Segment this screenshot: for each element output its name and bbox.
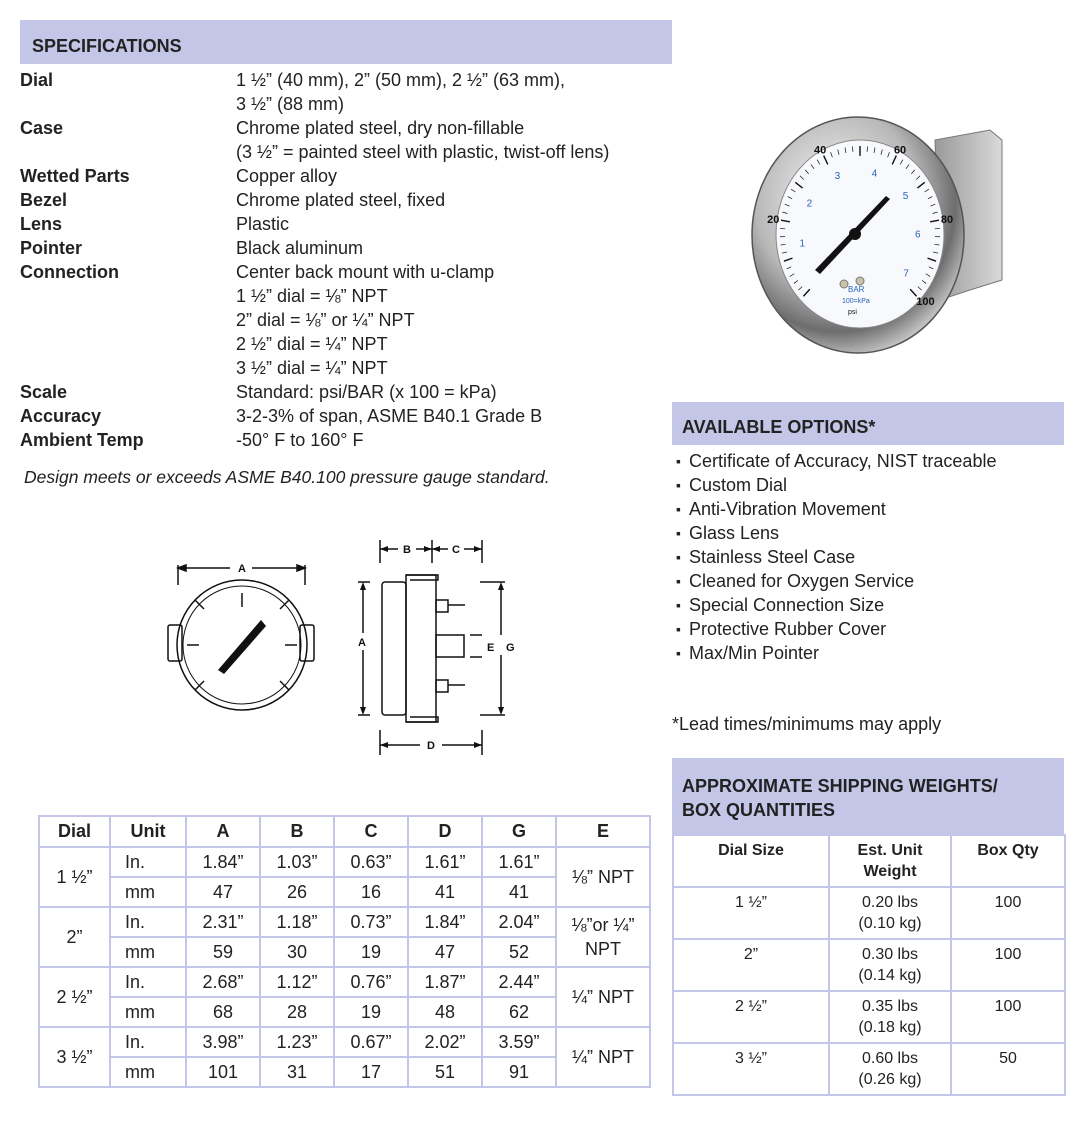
option-item: [676, 545, 996, 569]
spec-value: Standard: psi/BAR (x 100 = kPa): [236, 382, 497, 402]
dimension-cell: 28: [260, 997, 334, 1027]
gauge-bar-label: 2: [806, 198, 813, 210]
spec-value: Chrome plated steel, dry non-fillable: [236, 118, 525, 138]
weight-cell: [829, 939, 951, 991]
weight-lbs: 0.30 lbs: [861, 946, 919, 963]
gauge-bar-label: 3: [834, 171, 841, 183]
dimension-cell: 3.59”: [482, 1027, 556, 1057]
spec-label: Bezel: [20, 190, 68, 210]
dimensions-column-header: Unit: [110, 816, 186, 847]
option-label: Stainless Steel Case: [689, 547, 856, 567]
options-header: [672, 402, 1064, 445]
options-list: [676, 449, 996, 665]
gauge-bar-label: 6: [914, 229, 921, 241]
weight-kg: (0.10 kg): [858, 915, 922, 932]
dimension-diagram: [160, 535, 520, 765]
option-label: Custom Dial: [689, 475, 788, 495]
gauge-bar-label: 7: [903, 268, 909, 280]
diagram-front-pointer: [218, 620, 266, 674]
dial-size-cell: 2 ½”: [39, 967, 110, 1027]
gauge-psi-label: 20: [767, 214, 780, 227]
gauge-bar-label: 1: [799, 238, 806, 250]
connection-cell: ⅛” NPT: [556, 847, 650, 907]
dial-size-cell: 1 ½”: [673, 887, 829, 939]
gauge-photo: [740, 100, 1040, 370]
table-row: [673, 991, 1065, 1043]
dimensions-column-header: C: [334, 816, 408, 847]
dimension-cell: 47: [186, 877, 260, 907]
dimension-cell: 2.31”: [186, 907, 260, 937]
gauge-screw-left: [840, 280, 848, 288]
bullet-icon: ▪: [676, 573, 681, 589]
bullet-icon: ▪: [676, 525, 681, 541]
dimension-cell: 26: [260, 877, 334, 907]
weight-lbs: 0.35 lbs: [861, 998, 919, 1015]
spec-value: 3 ½” (88 mm): [236, 94, 345, 114]
dimension-cell: 19: [334, 997, 408, 1027]
dimension-cell: 2.02”: [408, 1027, 482, 1057]
connection-cell: ¼” NPT: [556, 1027, 650, 1087]
option-label: Special Connection Size: [689, 595, 885, 615]
table-row: [673, 939, 1065, 991]
gauge-bar-label: 5: [902, 190, 909, 202]
option-item: [676, 449, 996, 473]
option-item: [676, 617, 996, 641]
dimensions-table-header: [39, 816, 650, 847]
option-item: [676, 569, 996, 593]
shipping-title-line2: BOX QUANTITIES: [682, 800, 836, 820]
spec-label: Pointer: [20, 238, 83, 258]
bullet-icon: ▪: [676, 621, 681, 637]
diagram-label-c: C: [452, 544, 460, 556]
table-row: [39, 847, 650, 877]
dial-size-cell: 3 ½”: [39, 1027, 110, 1087]
dimensions-column-header: Dial: [39, 816, 110, 847]
dimension-cell: 91: [482, 1057, 556, 1087]
dimensions-column-header: B: [260, 816, 334, 847]
dimension-cell: 1.84”: [408, 907, 482, 937]
box-qty-cell: 50: [951, 1043, 1065, 1095]
dimension-cell: 1.03”: [260, 847, 334, 877]
bullet-icon: ▪: [676, 453, 681, 469]
option-item: [676, 473, 996, 497]
spec-label: Wetted Parts: [20, 166, 130, 186]
dimension-cell: 1.18”: [260, 907, 334, 937]
dimension-cell: 0.67”: [334, 1027, 408, 1057]
dimension-cell: 59: [186, 937, 260, 967]
option-label: Anti-Vibration Movement: [689, 499, 886, 519]
spec-label: Case: [20, 118, 64, 138]
bullet-icon: ▪: [676, 477, 681, 493]
spec-label: Accuracy: [20, 406, 102, 426]
dimension-cell: 2.68”: [186, 967, 260, 997]
dimensions-table: [38, 815, 651, 1088]
lead-times-note: *Lead times/minimums may apply: [672, 714, 942, 734]
dimensions-column-header: A: [186, 816, 260, 847]
diagram-label-b: B: [403, 544, 411, 556]
option-label: Glass Lens: [689, 523, 780, 543]
spec-value: 1 ½” (40 mm), 2” (50 mm), 2 ½” (63 mm),: [236, 70, 566, 90]
table-row: [39, 967, 650, 997]
diagram-label-g: G: [506, 642, 515, 654]
spec-value: 2 ½” dial = ¼” NPT: [236, 334, 388, 354]
bullet-icon: ▪: [676, 549, 681, 565]
dimension-cell: 0.63”: [334, 847, 408, 877]
gauge-psi-label: 60: [893, 144, 907, 157]
bullet-icon: ▪: [676, 597, 681, 613]
weight-cell: [829, 887, 951, 939]
shipping-column-header: Dial Size: [673, 835, 829, 887]
dial-size-cell: 2”: [673, 939, 829, 991]
gauge-screw-right: [856, 277, 864, 285]
table-row: [39, 907, 650, 937]
dimension-cell: 51: [408, 1057, 482, 1087]
spec-value: Black aluminum: [236, 238, 364, 258]
dimensions-column-header: D: [408, 816, 482, 847]
dimension-cell: 17: [334, 1057, 408, 1087]
diagram-label-d: D: [427, 740, 435, 752]
unit-cell: In.: [110, 847, 186, 877]
unit-cell: In.: [110, 967, 186, 997]
dimensions-column-header: G: [482, 816, 556, 847]
box-qty-cell: 100: [951, 887, 1065, 939]
connection-cell: ⅛”or ¼” NPT: [556, 907, 650, 967]
dimension-cell: 47: [408, 937, 482, 967]
gauge-face-kpa-text: 100=kPa: [842, 298, 870, 305]
dimension-cell: 62: [482, 997, 556, 1027]
dimensions-column-header: E: [556, 816, 650, 847]
spec-value: Center back mount with u-clamp: [236, 262, 495, 282]
gauge-face-bar-text: BAR: [848, 285, 865, 294]
dimension-cell: 1.61”: [482, 847, 556, 877]
shipping-table-header: [673, 835, 1065, 887]
dimension-cell: 31: [260, 1057, 334, 1087]
diagram-label-e: E: [487, 642, 495, 654]
diagram-front-view: [168, 565, 314, 710]
spec-value: 3 ½” dial = ¼” NPT: [236, 358, 388, 378]
specifications-title: SPECIFICATIONS: [32, 36, 182, 56]
option-item: [676, 593, 996, 617]
diagram-side-view: [358, 540, 505, 755]
weight-lbs: 0.60 lbs: [861, 1050, 919, 1067]
dimension-cell: 1.12”: [260, 967, 334, 997]
bullet-icon: ▪: [676, 645, 681, 661]
weight-kg: (0.26 kg): [858, 1071, 922, 1088]
shipping-title-line1: APPROXIMATE SHIPPING WEIGHTS/: [682, 776, 998, 796]
weight-kg: (0.14 kg): [858, 967, 922, 984]
option-label: Protective Rubber Cover: [689, 619, 887, 639]
design-standard-note: Design meets or exceeds ASME B40.100 pressure gauge standard.: [24, 467, 550, 487]
dimension-cell: 0.73”: [334, 907, 408, 937]
dimension-cell: 1.87”: [408, 967, 482, 997]
dimension-cell: 48: [408, 997, 482, 1027]
gauge-psi-label: 100: [916, 296, 935, 309]
unit-cell: mm: [110, 997, 186, 1027]
spec-label: Connection: [20, 262, 119, 282]
gauge-psi-label: 40: [814, 144, 827, 157]
gauge-bar-label: 4: [871, 168, 878, 180]
shipping-header: [672, 758, 1064, 834]
spec-label: Lens: [20, 214, 63, 234]
weight-lbs: 0.20 lbs: [861, 894, 919, 911]
table-row: [673, 887, 1065, 939]
dimension-cell: 68: [186, 997, 260, 1027]
unit-cell: mm: [110, 937, 186, 967]
option-item: [676, 641, 996, 665]
dimension-cell: 0.76”: [334, 967, 408, 997]
bullet-icon: ▪: [676, 501, 681, 517]
dimension-cell: 1.61”: [408, 847, 482, 877]
table-row: [673, 1043, 1065, 1095]
dimension-cell: 41: [408, 877, 482, 907]
option-item: [676, 521, 996, 545]
table-row: [39, 1027, 650, 1057]
dimension-cell: 41: [482, 877, 556, 907]
spec-value: 1 ½” dial = ⅛” NPT: [236, 286, 388, 306]
gauge-face-psi-text: psi: [848, 309, 857, 316]
spec-value: 3-2-3% of span, ASME B40.1 Grade B: [236, 406, 543, 426]
spec-value: (3 ½” = painted steel with plastic, twist-off lens): [236, 142, 610, 162]
dial-size-cell: 2 ½”: [673, 991, 829, 1043]
dimension-cell: 19: [334, 937, 408, 967]
spec-value: Copper alloy: [236, 166, 338, 186]
unit-cell: mm: [110, 1057, 186, 1087]
spec-value: 2” dial = ⅛” or ¼” NPT: [236, 310, 415, 330]
dimension-cell: 2.04”: [482, 907, 556, 937]
gauge-psi-label: 80: [940, 214, 954, 227]
dial-size-cell: 1 ½”: [39, 847, 110, 907]
shipping-column-header: Box Qty: [951, 835, 1065, 887]
spec-label: Ambient Temp: [20, 430, 144, 450]
spec-label: Scale: [20, 382, 68, 402]
unit-cell: mm: [110, 877, 186, 907]
dimension-cell: 101: [186, 1057, 260, 1087]
dial-size-cell: 3 ½”: [673, 1043, 829, 1095]
spec-value: -50° F to 160° F: [236, 430, 364, 450]
connection-cell: ¼” NPT: [556, 967, 650, 1027]
shipping-column-header: Est. Unit Weight: [829, 835, 951, 887]
spec-value: Chrome plated steel, fixed: [236, 190, 446, 210]
shipping-table: [672, 834, 1066, 1096]
diagram-label-a-side: A: [358, 637, 366, 649]
box-qty-cell: 100: [951, 939, 1065, 991]
option-label: Max/Min Pointer: [689, 643, 820, 663]
dimension-cell: 52: [482, 937, 556, 967]
spec-value: Plastic: [236, 214, 290, 234]
diagram-label-a-front: A: [238, 563, 246, 575]
spec-label: Dial: [20, 70, 54, 90]
dimension-cell: 1.84”: [186, 847, 260, 877]
option-label: Certificate of Accuracy, NIST traceable: [689, 451, 997, 471]
weight-kg: (0.18 kg): [858, 1019, 922, 1036]
option-label: Cleaned for Oxygen Service: [689, 571, 915, 591]
specifications-header: [20, 20, 672, 64]
dimension-cell: 3.98”: [186, 1027, 260, 1057]
option-item: [676, 497, 996, 521]
options-title: AVAILABLE OPTIONS*: [682, 417, 876, 437]
dimension-cell: 2.44”: [482, 967, 556, 997]
unit-cell: In.: [110, 907, 186, 937]
weight-cell: [829, 991, 951, 1043]
unit-cell: In.: [110, 1027, 186, 1057]
box-qty-cell: 100: [951, 991, 1065, 1043]
dimension-cell: 1.23”: [260, 1027, 334, 1057]
gauge-pointer-hub: [849, 228, 861, 240]
dial-size-cell: 2”: [39, 907, 110, 967]
dimension-cell: 30: [260, 937, 334, 967]
dimension-cell: 16: [334, 877, 408, 907]
weight-cell: [829, 1043, 951, 1095]
